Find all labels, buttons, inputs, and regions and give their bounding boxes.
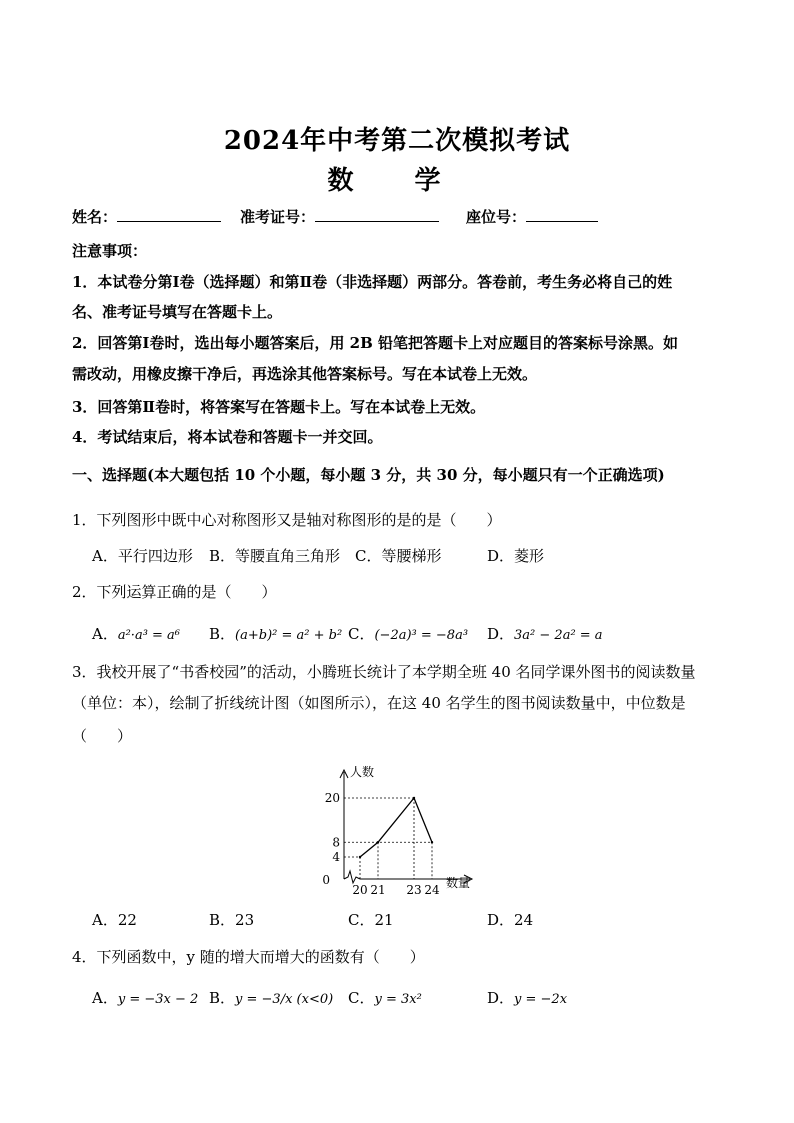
formula: 3a² − 2a² = a: [514, 628, 603, 643]
seat-field-group: [466, 206, 598, 227]
question-stem: （ ）: [72, 727, 133, 745]
option-b[interactable]: B．等腰直角三角形: [209, 547, 341, 565]
x-axis-label: 数量: [446, 876, 471, 890]
page-title: 2024年中考第二次模拟考试: [223, 126, 571, 156]
formula: y = −2x: [514, 992, 568, 1007]
exam-id-field-group: [240, 206, 439, 227]
x-tick-label: 24: [424, 882, 440, 895]
data-point: [359, 856, 361, 858]
y-tick-label: 20: [324, 791, 340, 805]
formula: (a+b)² = a² + b²: [235, 628, 343, 643]
x-tick-label: 20: [352, 882, 368, 895]
line-chart: [300, 760, 500, 895]
option-c[interactable]: [348, 623, 468, 644]
y-tick-label: 4: [332, 850, 340, 864]
series-line: [360, 798, 432, 857]
option-letter: C．: [348, 625, 375, 643]
option-a[interactable]: [92, 987, 198, 1008]
notice-line: 3．回答第Ⅱ卷时，将答案写在答题卡上。写在本试卷上无效。: [72, 398, 486, 416]
notice-line: 4．考试结束后，将本试卷和答题卡一并交回。: [72, 428, 383, 446]
question-stem: 4．下列函数中，y 随的增大而增大的函数有（ ）: [72, 948, 425, 966]
section-heading: 一、选择题(本大题包括 10 个小题，每小题 3 分，共 30 分，每小题只有一个正确选项): [72, 466, 665, 484]
notice-heading: 注意事项：: [72, 242, 148, 260]
option-letter: A．: [92, 625, 118, 643]
option-letter: D．: [487, 625, 515, 643]
name-label: 姓名：: [72, 208, 118, 226]
option-c[interactable]: C．21: [348, 911, 394, 929]
y-tick-label: 8: [332, 835, 340, 850]
option-c[interactable]: C．等腰梯形: [355, 547, 442, 565]
option-d[interactable]: D．24: [487, 911, 534, 929]
option-d[interactable]: [487, 987, 567, 1008]
notice-line: 2．回答第Ⅰ卷时，选出每小题答案后，用 2B 铅笔把答题卡上对应题目的答案标号涂黑。如: [72, 334, 679, 352]
option-letter: C．: [348, 989, 375, 1007]
notice-line: 需改动，用橡皮擦干净后，再选涂其他答案标号。写在本试卷上无效。: [72, 365, 538, 383]
x-axis-break: [344, 871, 360, 883]
option-letter: B．: [209, 989, 236, 1007]
formula: y = −3x − 2: [117, 992, 199, 1007]
option-letter: B．: [209, 625, 236, 643]
chart-layer: [322, 764, 472, 895]
subject-title: 数 学: [327, 166, 467, 196]
option-d[interactable]: D．菱形: [487, 547, 545, 565]
option-a[interactable]: [92, 623, 180, 644]
notice-line: 1．本试卷分第Ⅰ卷（选择题）和第Ⅱ卷（非选择题）两部分。答卷前，考生务必将自己的姓: [72, 273, 673, 291]
option-b[interactable]: B．23: [209, 911, 255, 929]
formula: y = 3x²: [374, 992, 422, 1007]
seat-label: 座位号：: [466, 208, 527, 226]
data-point: [413, 797, 415, 799]
x-tick-label: 21: [370, 882, 386, 895]
formula: y = −3/x (x<0): [235, 992, 334, 1007]
option-a[interactable]: A．平行四边形: [92, 547, 193, 565]
name-field-group: [72, 206, 221, 227]
seat-blank[interactable]: [526, 207, 598, 222]
data-point: [377, 841, 379, 843]
formula: (−2a)³ = −8a³: [374, 628, 469, 643]
y-tick-label: 0: [322, 873, 330, 887]
question-stem: 3．我校开展了“书香校园”的活动，小腾班长统计了本学期全班 40 名同学课外图书的阅读数量: [72, 663, 696, 681]
question-stem: 1．下列图形中既中心对称图形又是轴对称图形的是的是（ ）: [72, 511, 502, 529]
x-tick-label: 23: [406, 882, 422, 895]
option-letter: D．: [487, 989, 515, 1007]
formula: a²·a³ = a⁶: [117, 628, 181, 643]
exam-id-blank[interactable]: [315, 207, 439, 222]
option-d[interactable]: [487, 623, 603, 644]
notice-line: 名、准考证号填写在答题卡上。: [72, 303, 283, 321]
option-letter: A．: [92, 989, 118, 1007]
option-a[interactable]: A．22: [92, 911, 137, 929]
option-c[interactable]: [348, 987, 422, 1008]
question-stem: 2．下列运算正确的是（ ）: [72, 583, 277, 601]
option-b[interactable]: [209, 623, 342, 644]
option-b[interactable]: [209, 987, 333, 1008]
data-point: [431, 841, 433, 843]
name-blank[interactable]: [117, 207, 221, 222]
exam-id-label: 准考证号：: [240, 208, 316, 226]
y-axis-label: 人数: [350, 765, 375, 779]
question-stem: （单位：本），绘制了折线统计图（如图所示），在这 40 名学生的图书阅读数量中，中位数是: [72, 694, 686, 712]
